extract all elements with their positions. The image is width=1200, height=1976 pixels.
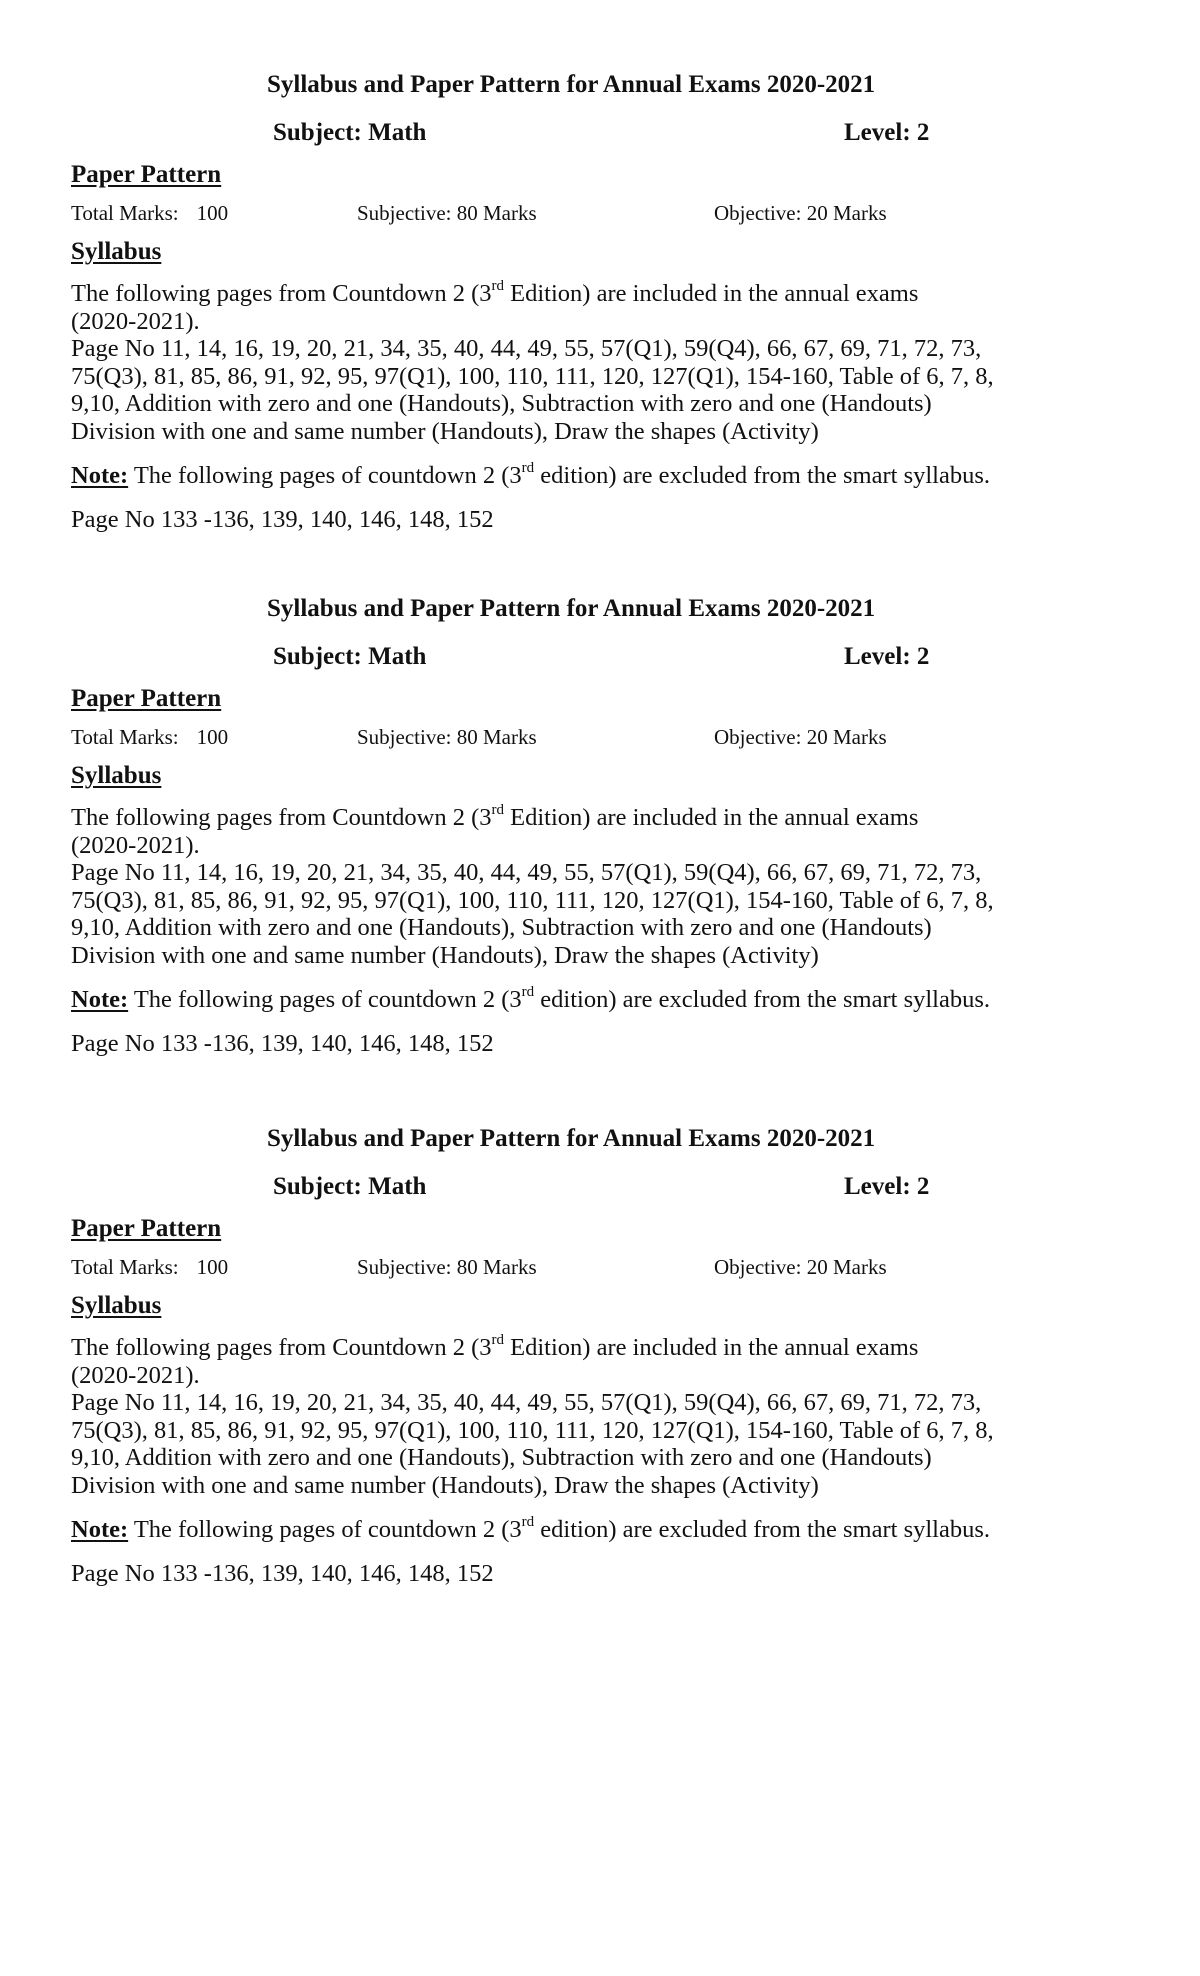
excluded-pages: Page No 133 -136, 139, 140, 146, 148, 152	[71, 1030, 494, 1057]
note-text-end: edition) are excluded from the smart syllabus.	[534, 1516, 991, 1543]
note-superscript: rd	[521, 459, 535, 476]
level-label: Level: 2	[844, 119, 930, 146]
total-marks-label: Total Marks:	[71, 725, 179, 749]
total-marks-value: 100	[196, 201, 229, 225]
total-marks	[71, 1254, 228, 1280]
intro-text-end: Edition) are included in the annual exams	[504, 280, 919, 307]
total-marks-value: 100	[196, 725, 229, 749]
pages-line: Division with one and same number (Handouts), Draw the shapes (Activity)	[71, 417, 819, 445]
intro-line-2: (2020-2021).	[71, 831, 200, 859]
paper-pattern-heading: Paper Pattern	[71, 1215, 222, 1242]
subjective-marks: Subjective: 80 Marks	[357, 725, 537, 749]
pages-line: 9,10, Addition with zero and one (Handouts), Subtraction with zero and one (Handouts)	[71, 1444, 932, 1471]
intro-superscript: rd	[491, 801, 505, 818]
subjective-marks: Subjective: 80 Marks	[357, 201, 537, 225]
intro-line-2: (2020-2021).	[71, 1361, 200, 1389]
included-pages-intro	[71, 1331, 1161, 1389]
pages-line: 75(Q3), 81, 85, 86, 91, 92, 95, 97(Q1), 100, 110, 111, 120, 127(Q1), 154-160, Table of 6, 7, 8,	[71, 362, 994, 390]
pages-line: 75(Q3), 81, 85, 86, 91, 92, 95, 97(Q1), 100, 110, 111, 120, 127(Q1), 154-160, Table of 6, 7, 8,	[71, 886, 994, 914]
intro-line	[71, 801, 1161, 832]
syllabus-heading: Syllabus	[71, 238, 162, 265]
note-text: The following pages of countdown 2 (3	[128, 1516, 522, 1543]
subject-label: Subject: Math	[273, 119, 427, 146]
pages-line: Page No 11, 14, 16, 19, 20, 21, 34, 35, 40, 44, 49, 55, 57(Q1), 59(Q4), 66, 67, 69, 71, 72, 73,	[71, 335, 982, 362]
note-label: Note:	[71, 986, 129, 1013]
intro-text: The following pages from Countdown 2 (3	[71, 804, 492, 831]
level-label: Level: 2	[844, 1173, 930, 1200]
note-text: The following pages of countdown 2 (3	[128, 462, 522, 489]
note-line	[71, 459, 1161, 490]
level-label: Level: 2	[844, 643, 930, 670]
note-superscript: rd	[521, 983, 535, 1000]
total-marks-label: Total Marks:	[71, 1255, 179, 1279]
objective-marks: Objective: 20 Marks	[714, 725, 887, 749]
note-label: Note:	[71, 462, 129, 489]
intro-text-end: Edition) are included in the annual exams	[504, 804, 919, 831]
intro-superscript: rd	[491, 1331, 505, 1348]
included-pages-list	[71, 335, 1161, 445]
syllabus-heading: Syllabus	[71, 1292, 162, 1319]
total-marks-value: 100	[196, 1255, 229, 1279]
intro-text: The following pages from Countdown 2 (3	[71, 1334, 492, 1361]
pages-line: 9,10, Addition with zero and one (Handouts), Subtraction with zero and one (Handouts)	[71, 390, 932, 417]
included-pages-intro	[71, 801, 1161, 859]
block-title: Syllabus and Paper Pattern for Annual Exams 2020-2021	[267, 71, 876, 98]
excluded-pages: Page No 133 -136, 139, 140, 146, 148, 152	[71, 506, 494, 533]
note-line	[71, 1513, 1161, 1544]
pages-line: Division with one and same number (Handouts), Draw the shapes (Activity)	[71, 941, 819, 969]
pages-line: 9,10, Addition with zero and one (Handouts), Subtraction with zero and one (Handouts)	[71, 914, 932, 941]
intro-text-end: Edition) are included in the annual exams	[504, 1334, 919, 1361]
subject-label: Subject: Math	[273, 643, 427, 670]
pages-line: Division with one and same number (Handouts), Draw the shapes (Activity)	[71, 1471, 819, 1499]
note-superscript: rd	[521, 1513, 535, 1530]
included-pages-intro	[71, 277, 1161, 335]
paper-pattern-heading: Paper Pattern	[71, 685, 222, 712]
note-label: Note:	[71, 1516, 129, 1543]
paper-pattern-heading: Paper Pattern	[71, 161, 222, 188]
intro-line	[71, 1331, 1161, 1362]
pages-line: 75(Q3), 81, 85, 86, 91, 92, 95, 97(Q1), 100, 110, 111, 120, 127(Q1), 154-160, Table of 6, 7, 8,	[71, 1416, 994, 1444]
note-line	[71, 983, 1161, 1014]
subject-label: Subject: Math	[273, 1173, 427, 1200]
note-text: The following pages of countdown 2 (3	[128, 986, 522, 1013]
syllabus-heading: Syllabus	[71, 762, 162, 789]
block-title: Syllabus and Paper Pattern for Annual Exams 2020-2021	[267, 595, 876, 622]
total-marks	[71, 200, 228, 226]
objective-marks: Objective: 20 Marks	[714, 1255, 887, 1279]
intro-line-2: (2020-2021).	[71, 307, 200, 335]
note-text-end: edition) are excluded from the smart syllabus.	[534, 462, 991, 489]
intro-text: The following pages from Countdown 2 (3	[71, 280, 492, 307]
excluded-pages: Page No 133 -136, 139, 140, 146, 148, 152	[71, 1560, 494, 1587]
pages-line: Page No 11, 14, 16, 19, 20, 21, 34, 35, 40, 44, 49, 55, 57(Q1), 59(Q4), 66, 67, 69, 71, 72, 73,	[71, 859, 982, 886]
included-pages-list	[71, 1389, 1161, 1499]
pages-line: Page No 11, 14, 16, 19, 20, 21, 34, 35, 40, 44, 49, 55, 57(Q1), 59(Q4), 66, 67, 69, 71, 72, 73,	[71, 1389, 982, 1416]
intro-superscript: rd	[491, 277, 505, 294]
note-text-end: edition) are excluded from the smart syllabus.	[534, 986, 991, 1013]
included-pages-list	[71, 859, 1161, 969]
intro-line	[71, 277, 1161, 308]
block-title: Syllabus and Paper Pattern for Annual Exams 2020-2021	[267, 1125, 876, 1152]
objective-marks: Objective: 20 Marks	[714, 201, 887, 225]
total-marks	[71, 724, 228, 750]
subjective-marks: Subjective: 80 Marks	[357, 1255, 537, 1279]
total-marks-label: Total Marks:	[71, 201, 179, 225]
